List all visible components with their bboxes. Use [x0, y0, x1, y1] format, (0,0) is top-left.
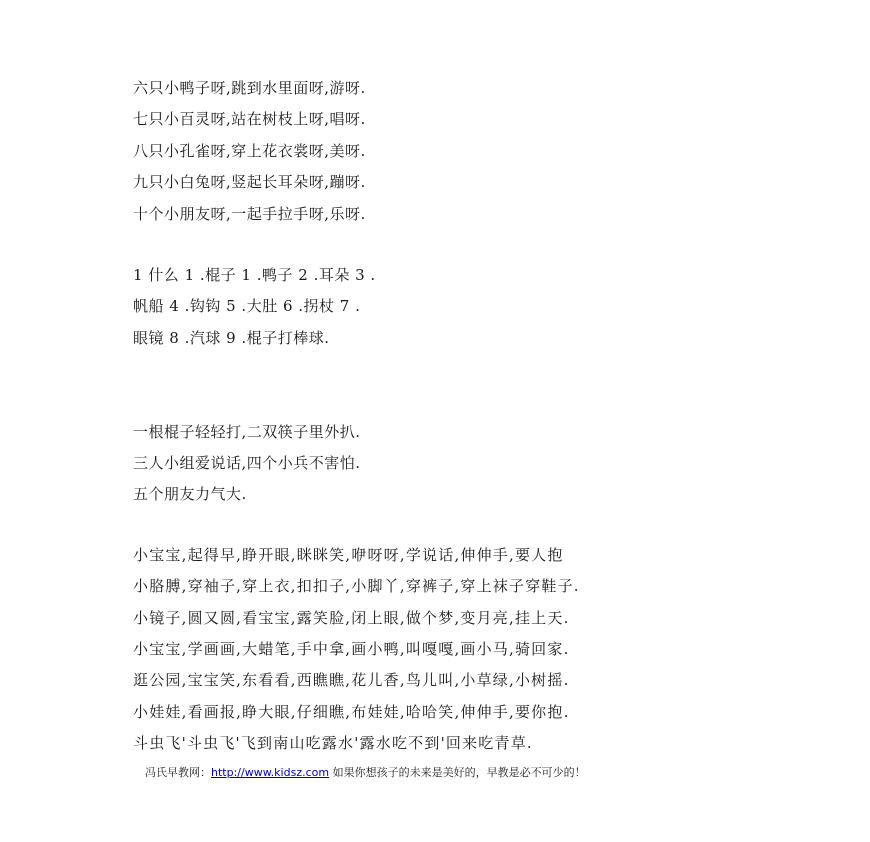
song3-line-3: 小镜子,圆又圆,看宝宝,露笑脸,闭上眼,做个梦,变月亮,挂上天. [133, 609, 570, 627]
song3-line-7: 斗虫飞'斗虫飞'飞到南山吃露水'露水吃不到'回来吃青草. [133, 734, 533, 752]
song3-line-2: 小胳膊,穿袖子,穿上衣,扣扣子,小脚丫,穿裤子,穿上袜子穿鞋子. [133, 577, 580, 595]
song3-line-1: 小宝宝,起得早,睁开眼,眯眯笑,咿呀呀,学说话,伸伸手,要人抱 [133, 546, 564, 564]
song1-line-4: 九只小白兔呀,竖起长耳朵呀,蹦呀. [133, 173, 366, 191]
footer-prefix: 冯氏早教网： [145, 766, 211, 779]
page-footer [145, 765, 586, 781]
song2-line-2: 三人小组爱说话,四个小兵不害怕. [133, 454, 361, 472]
footer-suffix: 如果你想孩子的未来是美好的，早教是必不可少的！ [329, 766, 586, 779]
song3-line-6: 小娃娃,看画报,睁大眼,仔细瞧,布娃娃,哈哈笑,伸伸手,要你抱. [133, 703, 570, 721]
riddle-line-1: 1 什么 1 .棍子 1 .鸭子 2 .耳朵 3 . [133, 266, 376, 284]
riddle-line-3: 眼镜 8 .汽球 9 .棍子打棒球. [133, 329, 330, 347]
song1-line-3: 八只小孔雀呀,穿上花衣裳呀,美呀. [133, 142, 366, 160]
footer-link[interactable]: http://www.kidsz.com [211, 766, 330, 779]
song2-line-3: 五个朋友力气大. [133, 485, 247, 503]
song1-line-1: 六只小鸭子呀,跳到水里面呀,游呀. [133, 79, 366, 97]
song3-line-5: 逛公园,宝宝笑,东看看,西瞧瞧,花儿香,鸟儿叫,小草绿,小树摇. [133, 671, 570, 689]
song2-line-1: 一根棍子轻轻打,二双筷子里外扒. [133, 423, 361, 441]
riddle-line-2: 帆船 4 .钩钩 5 .大肚 6 .拐杖 7 . [133, 297, 361, 315]
song1-line-2: 七只小百灵呀,站在树枝上呀,唱呀. [133, 110, 366, 128]
song1-line-5: 十个小朋友呀,一起手拉手呀,乐呀. [133, 205, 366, 223]
song3-line-4: 小宝宝,学画画,大蜡笔,手中拿,画小鸭,叫嘎嘎,画小马,骑回家. [133, 640, 570, 658]
